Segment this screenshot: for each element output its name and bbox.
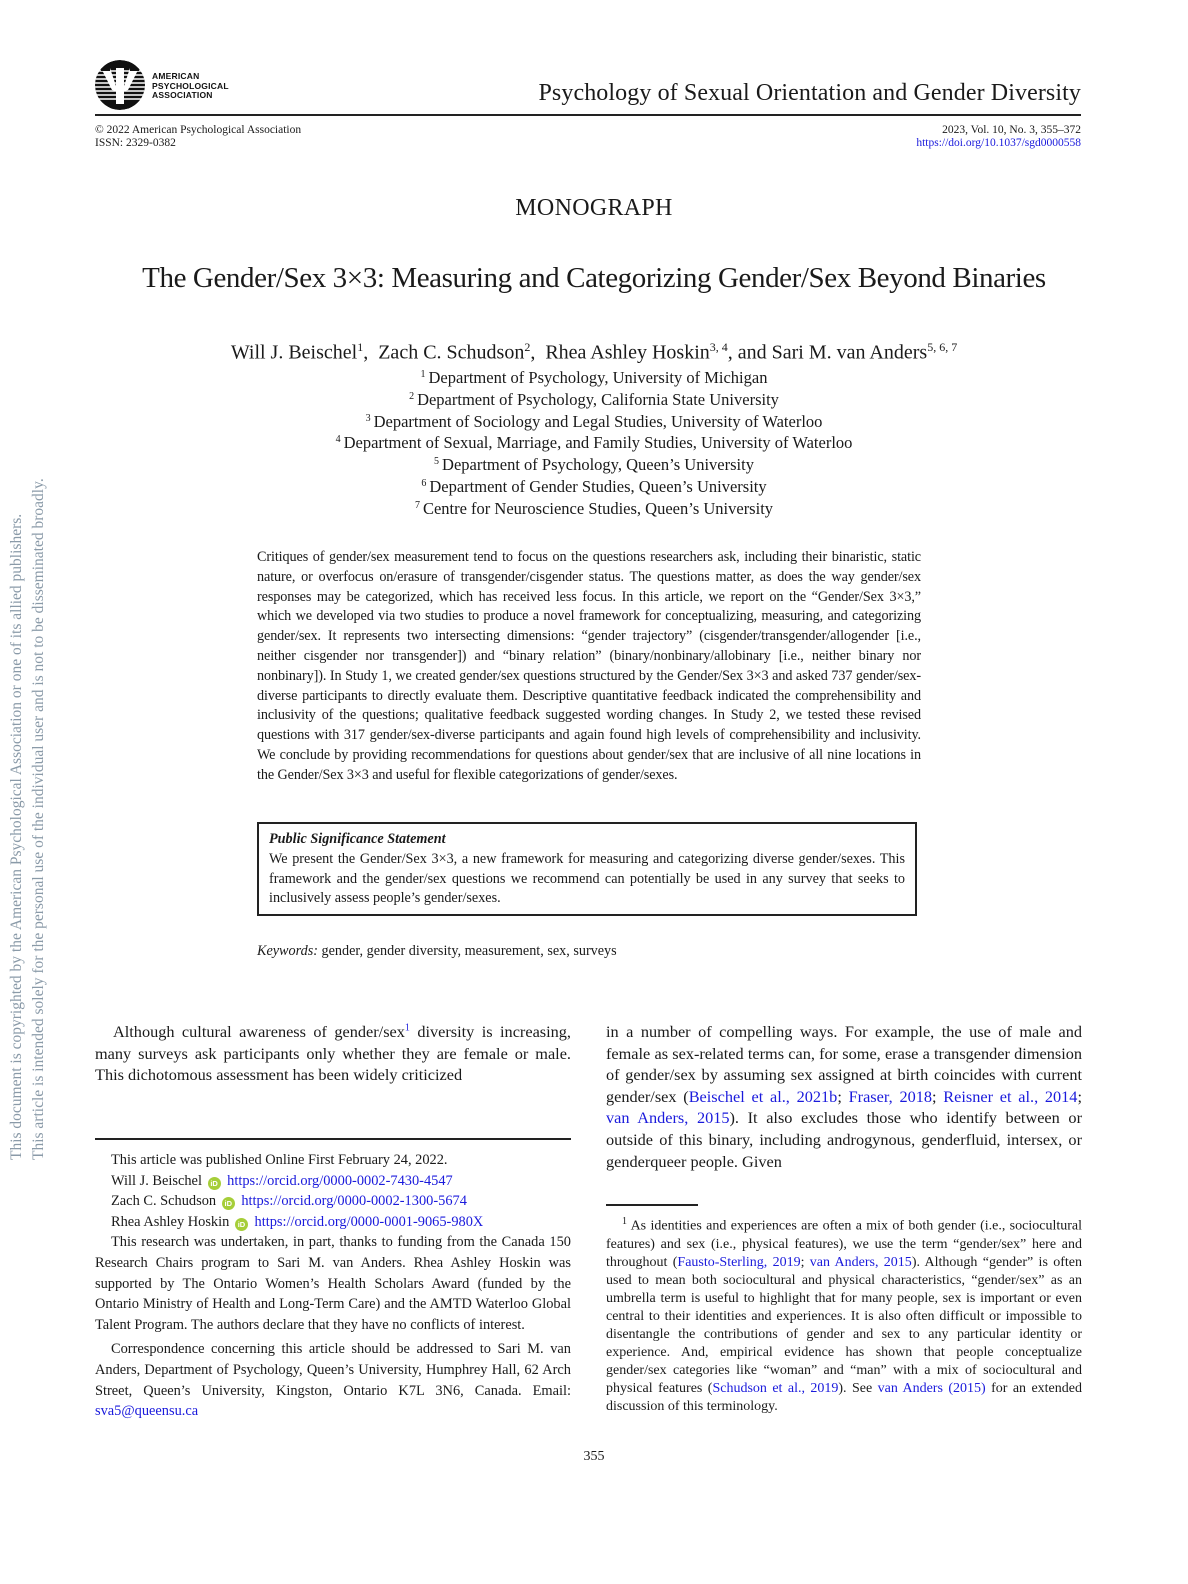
footnote-text: As identities and experiences are often a mix of both gender (i.e., sociocultural features) and sex (i.e., physical features), we use the term “gender/sex” here and throughout ( [606,1218,1082,1270]
affil-num: 5 [434,456,440,468]
journal-title: Psychology of Sexual Orientation and Gender Diversity [538,80,1081,106]
author-separator: , [363,341,379,364]
logo-line: ASSOCIATION [152,90,213,100]
affil-num: 1 [420,369,426,380]
author-note [95,1150,571,1422]
logo-line: PSYCHOLOGICAL [152,80,229,91]
keywords-list: gender, gender diversity, measurement, sex, surveys [321,943,617,959]
header-divider [95,114,1081,116]
orcid-icon: iD [235,1218,248,1231]
body-text: in a number of compelling ways. For example, the use of male and female as sex-related terms can, for some, erase a transgender dimension of gender/sex by assuming sex assigned at birth coincides with current gender/sex ( [606,1022,1082,1106]
orcid-link[interactable]: https://orcid.org/0000-0002-1300-5674 [241,1193,467,1210]
footnote-text: ). Although “gender” is often used to mean both sociocultural and physical characteristics, “gender/sex” as an umbrella term is useful to highlight that for many people, sex is important or even central to their identities and experiences. It is also often difficult or impossible to disentangle the contributions of gender and sex to any particular identity or experience. And, empirical evidence has shown that people conceptualize gender/sex categories like “woman” and “man” with a mix of sociocultural and physical features ( [606,1254,1082,1396]
footnote-number: 1 [622,1216,627,1227]
affil-num: 2 [409,390,415,402]
affil-num: 6 [421,477,427,489]
correspondence-text: Correspondence concerning this article should be addressed to Sari M. van Anders, Department of Psychology, Queen’s University, Humphrey Hall, 62 Arch Street, Queen’s University, Kingston, Ontario K7L 3N6, Canada. Email: [95,1341,571,1399]
affiliation [0,411,1188,433]
orcid-entry [95,1212,571,1233]
footnote-divider [95,1138,571,1140]
citation-link[interactable]: van Anders, 2015 [606,1108,730,1128]
watermark-line-1: This document is copyrighted by the American Psychological Association or one of its allied publishers. [8,513,25,1160]
funding-note: This research was undertaken, in part, thanks to funding from the Canada 150 Research Chairs program to Sari M. van Anders. Rhea Ashley Hoskin was supported by The Ontario Women’s Health Scholars Award (funded by the Ontario Ministry of Health and Long-Term Care) and the AMTD Waterloo Global Talent Program. The authors declare that they have no conflicts of interest. [95,1234,571,1333]
citation-link[interactable]: Reisner et al., 2014 [943,1086,1078,1106]
orcid-entry [95,1171,571,1192]
body-text: ). It also excludes those who identify between or outside of this binary, including androgynous, genderfluid, intersex, or genderqueer people. Given [606,1108,1082,1171]
orcid-author: Rhea Ashley Hoskin [111,1213,230,1230]
affiliation [0,389,1188,411]
article-type: MONOGRAPH [515,195,673,221]
affil-text: Department of Psychology, Queen’s University [442,455,754,475]
footnote-ref-1[interactable]: 1 [404,1022,410,1034]
public-significance-title: Public Significance Statement [269,831,446,847]
footnote-text: ). See [838,1380,878,1396]
article-title: The Gender/Sex 3×3: Measuring and Categorizing Gender/Sex Beyond Binaries [142,262,1046,294]
apa-logo-icon [95,60,145,110]
email-link[interactable]: sva5@queensu.ca [95,1403,199,1420]
orcid-icon: iD [222,1197,235,1210]
orcid-entry [95,1191,571,1212]
footnote-text: for an extended discussion of this terminology. [606,1380,1082,1414]
citation-block [916,124,1081,150]
affil-text: Department of Psychology, University of Michigan [428,368,768,387]
author-name: Sari M. van Anders [771,341,928,364]
author-affil-ref: 1 [357,340,364,354]
author-name: Zach C. Schudson [378,341,525,364]
publication-note: This article was published Online First February 24, 2022. [111,1152,448,1168]
author-affil-ref: 2 [524,340,531,354]
orcid-icon: iD [208,1177,221,1190]
copyright-block [95,124,301,150]
author-separator: , and [727,341,772,364]
author-name: Rhea Ashley Hoskin [545,341,710,364]
author-affil-ref: 3, 4 [709,340,728,354]
author-name: Will J. Beischel [230,341,358,364]
issn-text: ISSN: 2329-0382 [95,137,176,149]
body-paragraph-right: in a number of compelling ways. For example, the use of male and female as sex-related terms can, for some, erase a transgender dimension of gender/sex by assuming sex assigned at birth coincides with current gender/sex (Beischel et al., 2021b; Fraser, 2018; Reisner et al., 2014; van Anders, 2015). It also excludes those who identify between or outside of this binary, including androgynous, genderfluid, intersex, or genderqueer people. Given [606,1022,1082,1171]
orcid-link[interactable]: https://orcid.org/0000-0002-7430-4547 [227,1172,453,1189]
volume-info: 2023, Vol. 10, No. 3, 355–372 [942,124,1081,136]
author-separator: , [530,341,546,364]
orcid-author: Zach C. Schudson [111,1193,217,1210]
affiliation [0,498,1188,520]
affiliation [0,476,1188,498]
orcid-link[interactable]: https://orcid.org/0000-0001-9065-980X [254,1213,484,1230]
affil-text: Department of Sociology and Legal Studies, University of Waterloo [373,411,823,431]
logo-line: AMERICAN [152,71,200,81]
public-significance-box [257,822,917,916]
citation-link[interactable]: Schudson et al., 2019 [712,1380,839,1396]
affil-num: 3 [365,412,371,424]
body-text: diversity is increasing, many surveys ask participants only whether they are female or male. This dichotomous assessment has been widely criticized [95,1022,572,1085]
affiliation [0,367,1188,389]
correspondence-note [95,1339,571,1421]
keywords [257,943,617,960]
citation-link[interactable]: Fraser, 2018 [848,1086,933,1106]
affil-text: Centre for Neuroscience Studies, Queen’s University [422,498,774,518]
body-paragraph-left [95,1021,571,1086]
citation-link[interactable]: Beischel et al., 2021b [688,1086,838,1106]
orcid-author: Will J. Beischel [111,1172,202,1189]
affiliation [0,432,1188,454]
footnote-divider [606,1204,698,1206]
citation-link[interactable]: Fausto-Sterling, 2019 [677,1254,801,1270]
affil-text: Department of Sexual, Marriage, and Family Studies, University of Waterloo [343,433,853,453]
copyright-text: © 2022 American Psychological Association [95,124,302,136]
keywords-label: Keywords: [257,943,318,959]
affil-text: Department of Gender Studies, Queen’s University [429,476,767,496]
affiliation-list [0,367,1188,520]
copyright-watermark [6,410,50,1160]
affiliation [0,454,1188,476]
affil-num: 4 [335,434,341,446]
author-affil-ref: 5, 6, 7 [927,340,958,354]
footnote-1: $^1$ As identities and experiences are often a mix of both gender (i.e., sociocultural features) and sex (i.e., physical features), we use the term “gender/sex” here and throughout (Fausto-Sterling, 2019; van Anders, 2015). Although “gender” is often used to mean both sociocultural and physical characteristics, “gender/sex” as an umbrella term is useful to highlight that for many people, sex is important or even central to their identities and experiences. It is also often difficult or impossible to disentangle the contributions of gender and sex to any particular identity or experience. And, empirical evidence has shown that people conceptualize gender/sex categories like “woman” and “man” with a mix of sociocultural and physical features (Schudson et al., 2019). See van Anders (2015) for an extended discussion of this terminology. [606,1216,1082,1414]
public-significance-text: We present the Gender/Sex 3×3, a new framework for measuring and categorizing diverse gender/sexes. This framework and the gender/sex questions we recommend can potentially be used in any survey that seeks to inclusively assess people’s gender/sexes. [269,850,905,907]
watermark-line-2: This article is intended solely for the personal use of the individual user and is not to be disseminated broadly. [30,478,47,1160]
page-number: 355 [583,1449,605,1464]
citation-link[interactable]: van Anders (2015) [877,1380,986,1396]
citation-link[interactable]: van Anders, 2015 [809,1254,912,1270]
apa-logo-text [152,72,229,101]
doi-link[interactable]: https://doi.org/10.1037/sgd0000558 [916,137,1081,149]
abstract: Critiques of gender/sex measurement tend to focus on the questions researchers ask, including their binaristic, static nature, or overfocus on/erasure of transgender/cisgender status. The questions matter, as does the way gender/sex responses may be categorized, which has received less focus. In this article, we report on the “Gender/Sex 3×3,” which we developed via two studies to produce a novel framework for conceptualizing, measuring, and categorizing gender/sex. It represents two intersecting dimensions: “gender trajectory” (cisgender/transgender/allogender [i.e., neither cisgender nor transgender]) and “binary relation” (binary/nonbinary/allobinary [i.e., neither binary nor nonbinary]). In Study 1, we created gender/sex questions structured by the Gender/Sex 3×3 and asked 737 gender/sex-diverse participants to directly evaluate them. Descriptive quantitative feedback indicated the comprehensibility and inclusivity of the questions; qualitative feedback suggested wording changes. In Study 2, we tested these revised questions with 317 gender/sex-diverse participants and again found high levels of comprehensibility and inclusivity. We conclude by providing recommendations for questions about gender/sex that are inclusive of all nine locations in the Gender/Sex 3×3 and useful for flexible categorizations of gender/sexes. [257,549,921,783]
affil-num: 7 [414,499,420,511]
author-list [0,340,1188,365]
affil-text: Department of Psychology, California State University [417,389,779,409]
body-text: Although cultural awareness of gender/sex [113,1022,405,1041]
